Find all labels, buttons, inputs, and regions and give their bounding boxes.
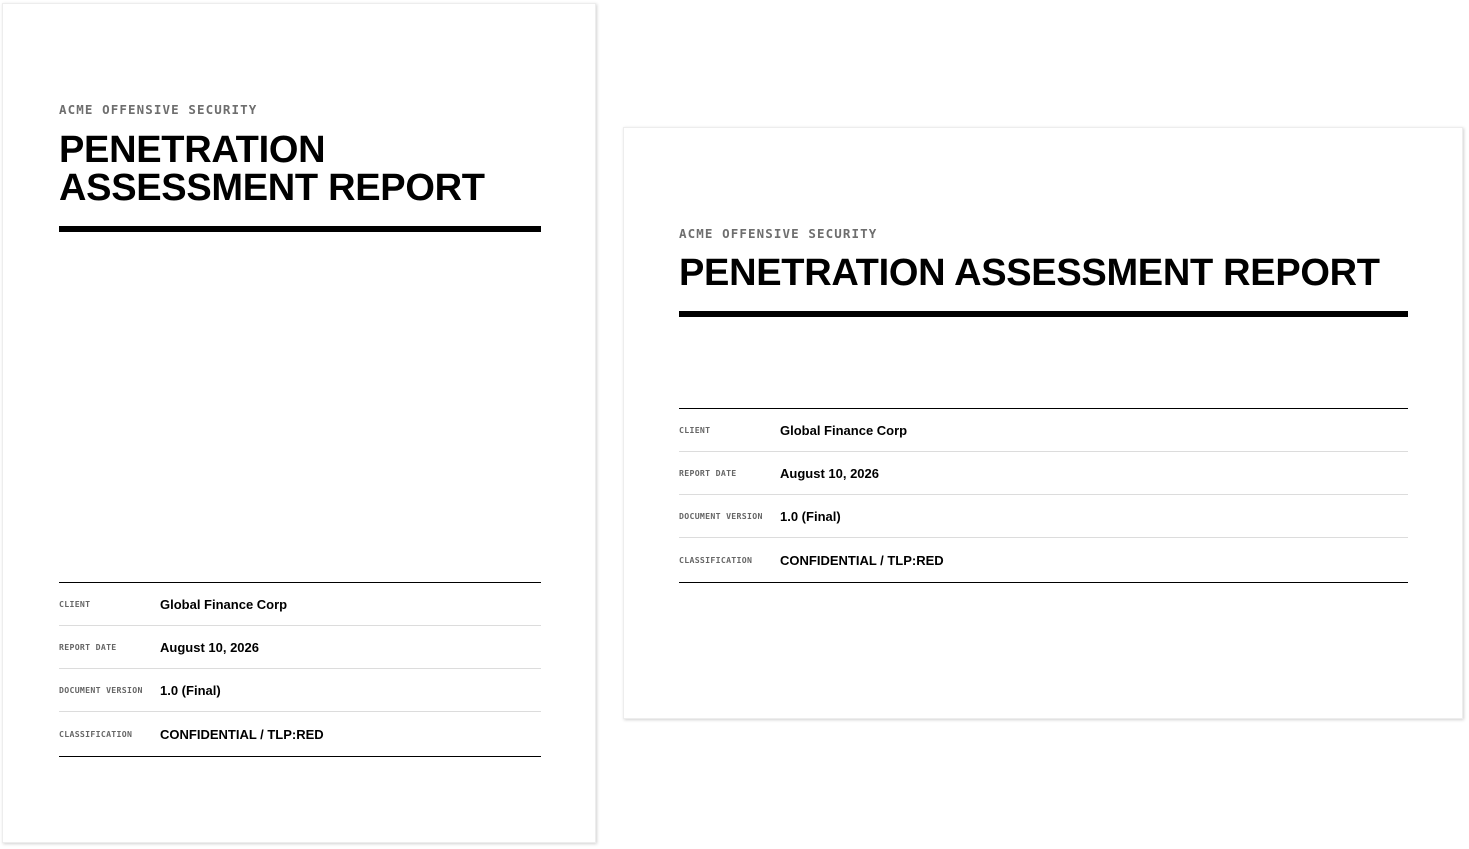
meta-row-document-version	[679, 495, 1408, 538]
title-rule	[59, 226, 541, 232]
meta-label: CLASSIFICATION	[679, 555, 753, 565]
cover-page-portrait	[2, 3, 596, 843]
report-title-line-1: PENETRATION	[59, 129, 326, 171]
meta-row-report-date	[59, 626, 541, 669]
report-title-line-2: ASSESSMENT REPORT	[59, 167, 485, 209]
meta-label: CLIENT	[59, 599, 91, 609]
meta-value: 1.0 (Final)	[780, 508, 841, 524]
meta-row-classification	[679, 538, 1408, 582]
meta-row-client	[59, 583, 541, 626]
company-name: ACME OFFENSIVE SECURITY	[679, 226, 878, 241]
meta-label: DOCUMENT VERSION	[679, 511, 763, 521]
meta-value: Global Finance Corp	[160, 596, 288, 612]
meta-value: August 10, 2026	[780, 465, 879, 481]
meta-row-classification	[59, 712, 541, 756]
meta-value: CONFIDENTIAL / TLP:RED	[160, 726, 324, 742]
meta-label: CLASSIFICATION	[59, 729, 133, 739]
meta-value: Global Finance Corp	[780, 422, 908, 438]
meta-label: CLIENT	[679, 425, 711, 435]
title-rule	[679, 311, 1408, 317]
meta-row-client	[679, 409, 1408, 452]
company-name: ACME OFFENSIVE SECURITY	[59, 102, 258, 117]
meta-label: DOCUMENT VERSION	[59, 685, 143, 695]
meta-value: 1.0 (Final)	[160, 682, 221, 698]
meta-value: August 10, 2026	[160, 639, 259, 655]
cover-page-landscape	[623, 127, 1463, 719]
meta-row-report-date	[679, 452, 1408, 495]
meta-row-document-version	[59, 669, 541, 712]
report-title: PENETRATION ASSESSMENT REPORT	[679, 252, 1380, 294]
meta-value: CONFIDENTIAL / TLP:RED	[780, 552, 944, 568]
report-title	[59, 131, 539, 207]
meta-label: REPORT DATE	[679, 468, 737, 478]
meta-label: REPORT DATE	[59, 642, 117, 652]
metadata-table	[679, 408, 1408, 583]
metadata-table	[59, 582, 541, 757]
